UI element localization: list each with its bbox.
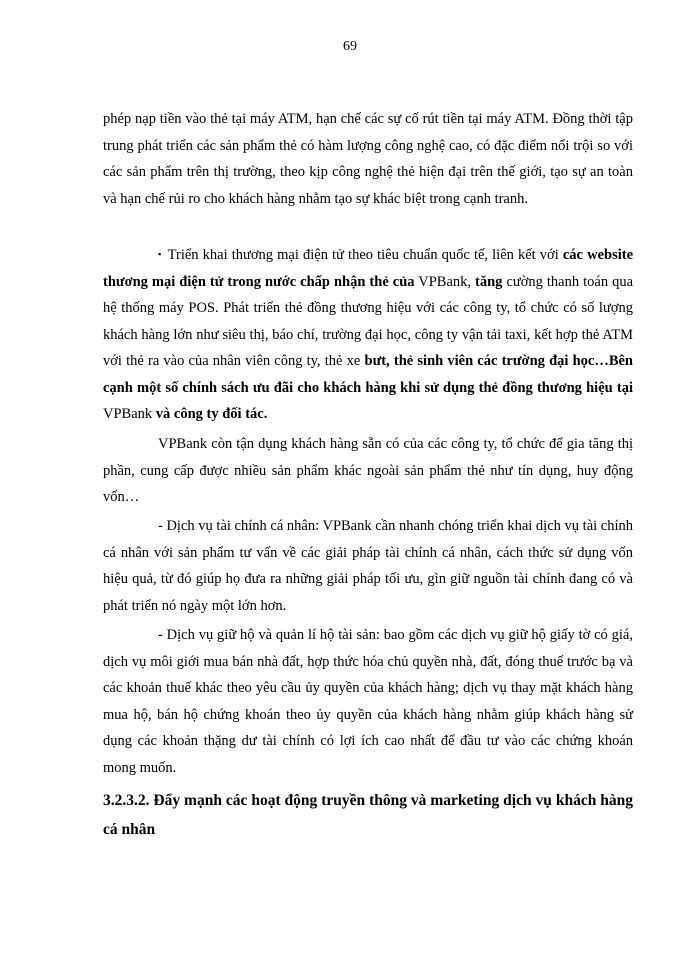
paragraph-personal-finance: [103, 513, 633, 619]
paragraph-text: - Dịch vụ giữ hộ và quản lí hộ tài sản: bao gồm các dịch vụ giữ hộ giấy tờ có giá, dịch vụ môi giới mua bán nhà đất, hợp thức hóa chủ quyền nhà, đất, đóng thuế trước bạ và các khoản thuế khác theo yêu cầu ủy quyền của khách hàng; dịch vụ thay mặt khách hàng mua hộ, bán hộ chứng khoán theo ủy quyền của khách hàng nhằm giúp khách hàng sử dụng các khoản thặng dư tài chính có lợi ích cao nhất để đầu tư vào các chứng khoán mong muốn.: [103, 627, 633, 776]
bullet-paragraph: ▪ Triển khai thương mại điện tử theo tiêu chuẩn quốc tế, liên kết với các website thương mại điện tử trong nước chấp nhận thẻ của VPBank, tăng cường thanh toán qua hệ thống máy POS. Phát triển thẻ đồng thương hiệu với các công ty, tổ chức có số lượng khách hàng lớn như siêu thị, báo chí, trường đại học, công ty vận tải taxi, kết hợp thẻ ATM với thẻ ra vào của nhân viên công ty, thẻ xe bưt, thẻ sinh viên các trường đại học…Bên cạnh một số chính sách ưu đãi cho khách hàng khi sử dụng thẻ đồng thương hiệu tại VPBank và công ty đối tác.: [103, 247, 634, 422]
paragraph-text: - Dịch vụ tài chính cá nhân: VPBank cần nhanh chóng triển khai dịch vụ tài chính cá nhân với sản phẩm tư vấn về các giải pháp tài chính cá nhân, cách thức sử dụng vốn hiệu quả, từ đó giúp họ đưa ra những giải pháp tối ưu, gìn giữ nguồn tài chính đang có và phát triển nó ngày một lớn hơn.: [103, 518, 633, 614]
paragraph-vpbank-customers: [103, 431, 633, 511]
paragraph-ecommerce-bullet: [103, 241, 633, 428]
section-heading: 3.2.3.2. Đẩy mạnh các hoạt động truyền thông và marketing dịch vụ khách hàng cá nhân: [103, 792, 633, 838]
paragraph-custody-services: [103, 622, 633, 781]
paragraph-card-features: [103, 106, 633, 212]
paragraph-text: VPBank còn tận dụng khách hàng sẵn có của các công ty, tổ chức để gia tăng thị phần, cung cấp được nhiều sản phẩm khác ngoài sản phẩm thẻ như tín dụng, huy động vốn…: [103, 436, 633, 505]
paragraph-text: phép nạp tiền vào thẻ tại máy ATM, hạn chế các sự cố rút tiền tại máy ATM. Đồng thời tập trung phát triển các sản phẩm thẻ có hàm lượng công nghệ cao, có đặc điểm nổi trội so với các sản phẩm trên thị trường, theo kịp công nghệ thẻ hiện đại trên thế giới, tạo sự an toàn và hạn chế rủi ro cho khách hàng nhằm tạo sự khác biệt trong cạnh tranh.: [103, 111, 633, 207]
bullet-square-icon: ▪: [158, 249, 162, 259]
page-number: 69: [343, 39, 357, 54]
